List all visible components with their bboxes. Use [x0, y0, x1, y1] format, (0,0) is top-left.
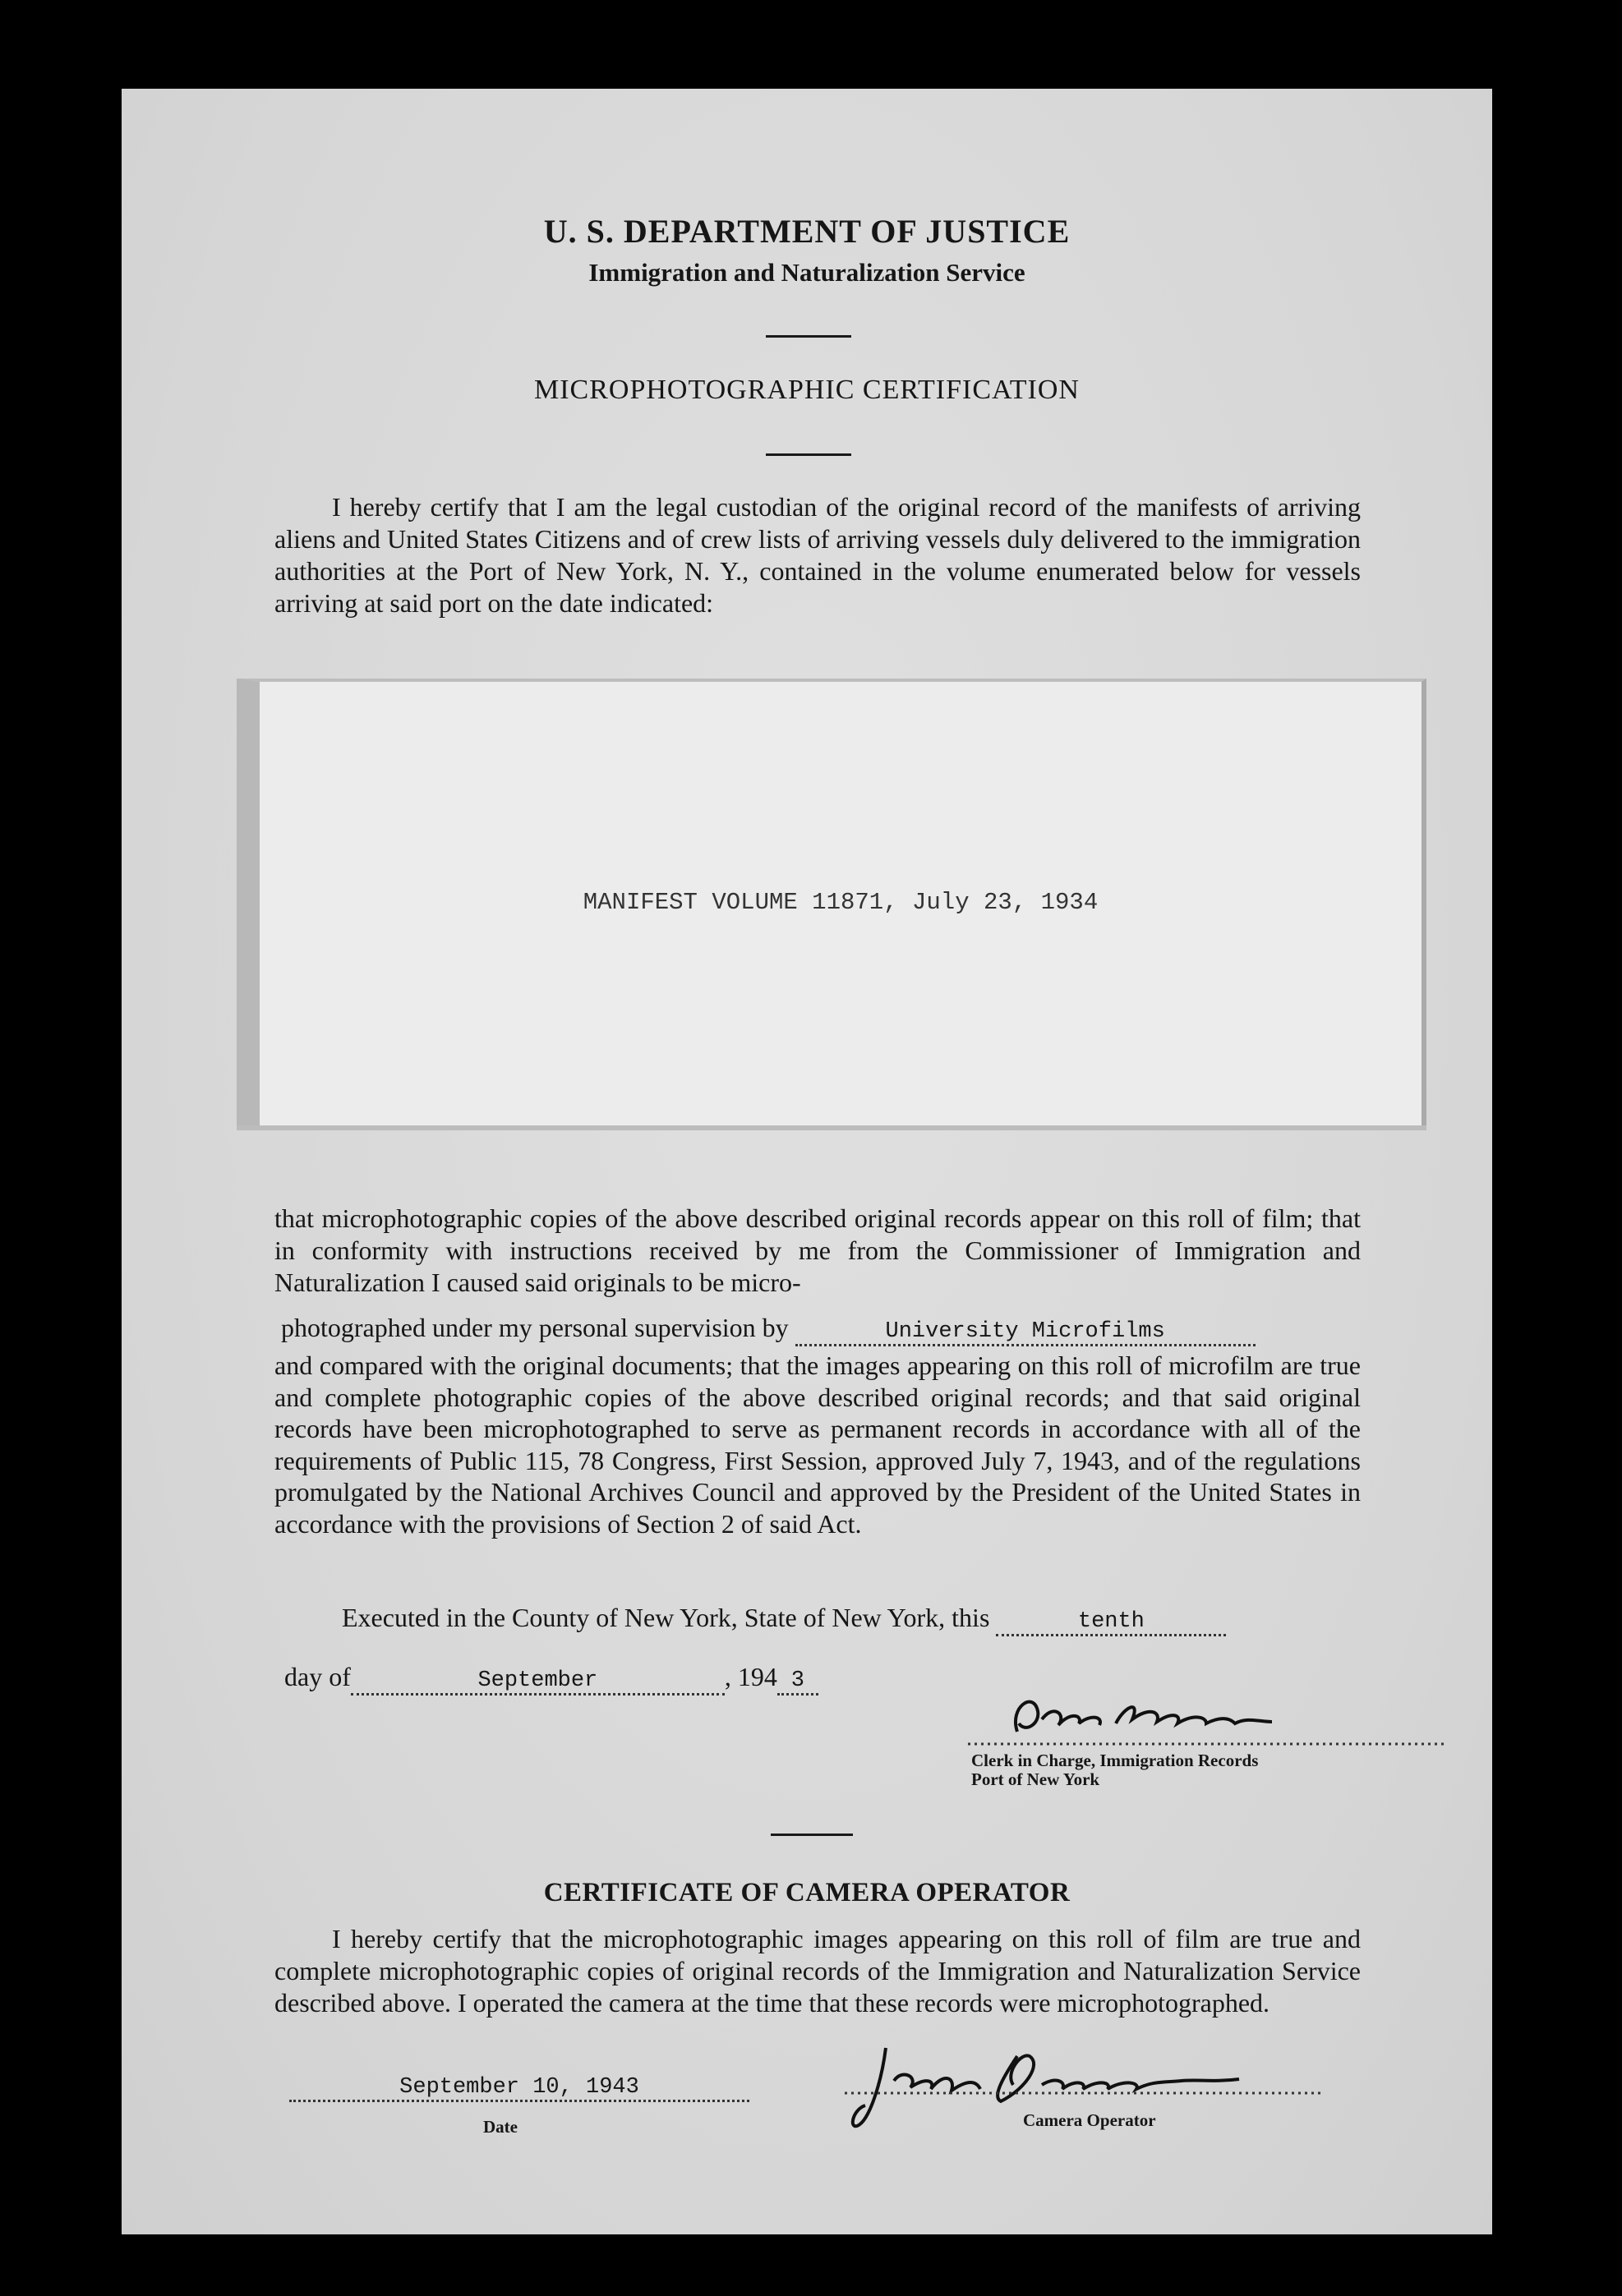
day-of-label: day of	[284, 1662, 351, 1691]
camera-date-label: Date	[483, 2117, 518, 2137]
camera-operator-label: Camera Operator	[1023, 2110, 1156, 2130]
clerk-title-line2: Port of New York	[971, 1769, 1100, 1789]
manifest-insert	[237, 679, 1426, 1125]
camera-date-value: September 10, 1943	[289, 2075, 749, 2102]
body-paragraph-part2: and compared with the original documents; that the images appearing on this roll of microfilm are true and complete photographic copies of the above described original records; and that said original records have been microphotographed to serve as permanent records in accordance with all of the requirements of Public 115, 78 Congress, First Session, approved July 7, 1943, and of the regulations promulgated by the National Archives Council and approved by the President of the United States in accordance with the provisions of Section 2 of said Act.	[274, 1350, 1361, 1539]
body-paragraph-part1: that microphotographic copies of the above described original records appear on this roll of film; that in conformity with instructions received by me from the Commissioner of Immigration and Naturalization I caused said originals to be micro-	[274, 1203, 1361, 1297]
execution-day-value: tenth	[996, 1609, 1226, 1636]
department-heading: U. S. DEPARTMENT OF JUSTICE	[543, 213, 1071, 250]
certification-title: MICROPHOTOGRAPHIC CERTIFICATION	[533, 375, 1080, 405]
clerk-title	[971, 1751, 1258, 1789]
execution-year-suffix: 3	[777, 1668, 818, 1696]
execution-year-prefix: , 194	[724, 1662, 777, 1691]
service-subheading: Immigration and Naturalization Service	[588, 258, 1025, 287]
photographed-by-prefix: photographed under my personal supervision by	[281, 1313, 789, 1342]
photographed-by-value: University Microfilms	[795, 1319, 1256, 1346]
execution-month-value: September	[351, 1668, 725, 1696]
manifest-volume-text: MANIFEST VOLUME 11871, July 23, 1934	[583, 889, 1099, 916]
execution-line	[342, 1603, 1226, 1636]
photographed-by-line	[281, 1313, 1256, 1346]
divider	[766, 335, 851, 338]
clerk-signature	[960, 1674, 1469, 1756]
certificate-page	[122, 89, 1492, 2234]
execution-prefix: Executed in the County of New York, State of New York, this	[342, 1603, 990, 1632]
divider	[771, 1834, 853, 1836]
intro-paragraph: I hereby certify that I am the legal custodian of the original record of the manifests of arriving aliens and United States Citizens and of crew lists of arriving vessels duly delivered to the immigration authorities at the Port of New York, N. Y., contained in the volume enumerated below for vessels arriving at said port on the date indicated:	[274, 492, 1361, 618]
day-of-line	[284, 1662, 818, 1696]
camera-operator-title: CERTIFICATE OF CAMERA OPERATOR	[543, 1878, 1071, 1907]
clerk-title-line1: Clerk in Charge, Immigration Records	[971, 1751, 1259, 1770]
divider	[766, 453, 851, 456]
camera-operator-paragraph: I hereby certify that the microphotographic images appearing on this roll of film are true and complete microphotographic copies of original records of the Immigration and Naturalization Service described above. I operated the camera at the time that these records were microphotographed.	[274, 1924, 1361, 2018]
